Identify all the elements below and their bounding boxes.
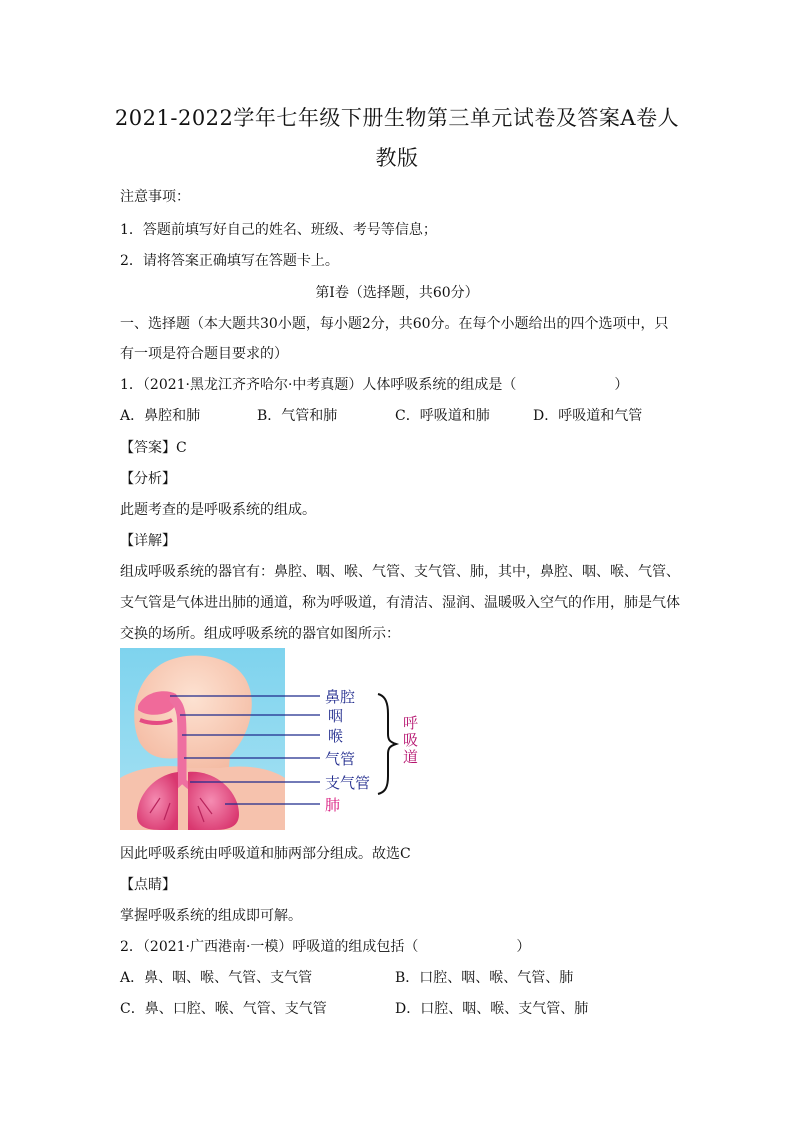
figure-bracket-char-2: 吸 [403,731,419,749]
notice-item-2: 2．请将答案正确填写在答题卡上。 [120,253,339,269]
figure-label-nasal: 鼻腔 [325,688,356,706]
airway-bracket [378,694,396,794]
figure-label-pharynx: 咽 [328,707,344,725]
figure-label-lung: 肺 [325,796,341,814]
question-1-detail-line-2: 支气管是气体进出肺的通道，称为呼吸道，有清洁、湿润、温暖吸入空气的作用，肺是气体 [120,595,680,611]
section-title: 第I卷（选择题，共60分） [315,285,479,301]
figure-label-larynx: 喉 [328,727,344,745]
question-1-answer: 【答案】C [120,440,187,456]
question-1-detail-line-3: 交换的场所。组成呼吸系统的器官如图所示： [120,626,400,642]
question-1-analysis-label: 【分析】 [120,471,176,487]
figure-label-bronchi: 支气管 [325,774,371,792]
part-intro-line-1: 一、选择题（本大题共30小题，每小题2分，共60分。在每个小题给出的四个选项中，只 [120,316,669,332]
question-1-tip-label: 【点睛】 [120,877,176,893]
figure-bracket-char-3: 道 [403,748,419,766]
question-2-stem: 2．（2021·广西港南·一模）呼吸道的组成包括（ ） [120,939,531,955]
question-1-option-c: C．呼吸道和肺 [395,408,490,424]
figure-label-trachea: 气管 [325,750,356,768]
notice-item-1: 1．答题前填写好自己的姓名、班级、考号等信息； [120,222,437,238]
question-1-detail-label: 【详解】 [120,533,176,549]
question-1-option-d: D．呼吸道和气管 [533,408,643,424]
question-2-option-a: A．鼻、咽、喉、气管、支气管 [120,970,313,986]
question-1-analysis: 此题考查的是呼吸系统的组成。 [120,502,316,518]
page-title-line-1: 2021-2022学年七年级下册生物第三单元试卷及答案A卷人 [114,106,680,130]
question-1-option-b: B．气管和肺 [257,408,338,424]
notice-heading: 注意事项： [120,189,190,205]
question-1-stem: 1．（2021·黑龙江齐齐哈尔·中考真题）人体呼吸系统的组成是（ ） [120,377,629,393]
respiratory-system-figure [120,648,422,830]
question-1-detail-line-1: 组成呼吸系统的器官有：鼻腔、咽、喉、气管、支气管、肺，其中，鼻腔、咽、喉、气管、 [120,564,680,580]
question-2-option-c: C．鼻、口腔、喉、气管、支气管 [120,1001,327,1017]
question-2-option-d: D．口腔、咽、喉、支气管、肺 [395,1001,589,1017]
question-2-option-b: B．口腔、咽、喉、气管、肺 [395,970,574,986]
part-intro-line-2: 有一项是符合题目要求的） [120,346,288,362]
question-1-option-a: A．鼻腔和肺 [120,408,201,424]
page-title-line-2: 教版 [375,146,419,170]
question-1-tip: 掌握呼吸系统的组成即可解。 [120,908,302,924]
question-1-conclusion: 因此呼吸系统由呼吸道和肺两部分组成。故选C [120,846,411,862]
figure-bracket-char-1: 呼 [403,714,419,732]
